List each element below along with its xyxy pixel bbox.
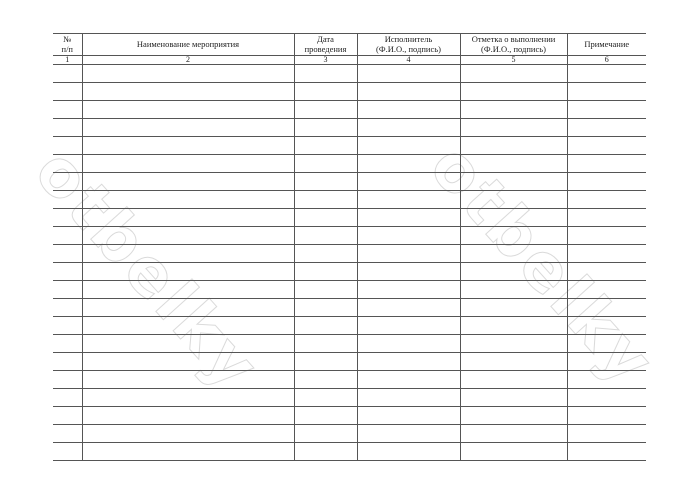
column-header-executor: Исполнитель (Ф.И.О., подпись) <box>357 34 460 56</box>
table-cell[interactable] <box>357 353 460 371</box>
column-number: 3 <box>294 56 357 65</box>
table-cell[interactable] <box>82 407 294 425</box>
table-row <box>53 101 646 119</box>
table-cell[interactable] <box>357 101 460 119</box>
column-header-number: № п/п <box>53 34 82 56</box>
table-cell[interactable] <box>53 119 82 137</box>
table-cell[interactable] <box>357 407 460 425</box>
table-row <box>53 317 646 335</box>
table-cell[interactable] <box>460 83 567 101</box>
table-cell[interactable] <box>357 209 460 227</box>
table-cell[interactable] <box>460 371 567 389</box>
table-cell[interactable] <box>82 389 294 407</box>
table-row <box>53 137 646 155</box>
table-cell[interactable] <box>53 299 82 317</box>
table-row <box>53 65 646 83</box>
table-cell[interactable] <box>294 119 357 137</box>
table-cell[interactable] <box>53 407 82 425</box>
table-cell[interactable] <box>460 155 567 173</box>
column-number: 4 <box>357 56 460 65</box>
column-number: 6 <box>567 56 646 65</box>
column-number: 1 <box>53 56 82 65</box>
table-cell[interactable] <box>460 137 567 155</box>
table-body <box>53 65 646 461</box>
table-cell[interactable] <box>82 245 294 263</box>
table-cell[interactable] <box>357 173 460 191</box>
table-cell[interactable] <box>460 335 567 353</box>
table-cell[interactable] <box>460 353 567 371</box>
column-header-note: Примечание <box>567 34 646 56</box>
table-row <box>53 407 646 425</box>
table-cell[interactable] <box>294 335 357 353</box>
column-header-completion-mark: Отметка о выполнении (Ф.И.О., подпись) <box>460 34 567 56</box>
table-cell[interactable] <box>53 83 82 101</box>
table-cell[interactable] <box>53 209 82 227</box>
table-cell[interactable] <box>82 155 294 173</box>
table-cell[interactable] <box>82 191 294 209</box>
column-header-date: Дата проведения <box>294 34 357 56</box>
table-cell[interactable] <box>294 155 357 173</box>
table-cell[interactable] <box>460 191 567 209</box>
table-cell[interactable] <box>53 65 82 83</box>
table-cell[interactable] <box>460 209 567 227</box>
table-row <box>53 371 646 389</box>
table-cell[interactable] <box>294 137 357 155</box>
table-row <box>53 263 646 281</box>
table-cell[interactable] <box>357 245 460 263</box>
table-cell[interactable] <box>357 371 460 389</box>
table-cell[interactable] <box>460 425 567 443</box>
table-cell[interactable] <box>53 227 82 245</box>
table-cell[interactable] <box>53 353 82 371</box>
table-row <box>53 191 646 209</box>
table-cell[interactable] <box>294 173 357 191</box>
table-cell[interactable] <box>357 443 460 461</box>
table-cell[interactable] <box>357 425 460 443</box>
table-cell[interactable] <box>460 101 567 119</box>
table-cell[interactable] <box>294 191 357 209</box>
table-cell[interactable] <box>82 137 294 155</box>
table-cell[interactable] <box>567 317 646 335</box>
table-cell[interactable] <box>567 263 646 281</box>
table-row <box>53 119 646 137</box>
column-number: 2 <box>82 56 294 65</box>
table-cell[interactable] <box>567 83 646 101</box>
table-row <box>53 299 646 317</box>
table-cell[interactable] <box>82 281 294 299</box>
table-cell[interactable] <box>357 299 460 317</box>
table-cell[interactable] <box>53 263 82 281</box>
table-cell[interactable] <box>357 227 460 245</box>
table-cell[interactable] <box>567 335 646 353</box>
table-cell[interactable] <box>357 65 460 83</box>
table-cell[interactable] <box>82 317 294 335</box>
table-cell[interactable] <box>294 425 357 443</box>
table-cell[interactable] <box>567 425 646 443</box>
table-cell[interactable] <box>357 281 460 299</box>
table-row <box>53 443 646 461</box>
column-number-row <box>53 56 646 65</box>
table-cell[interactable] <box>460 173 567 191</box>
events-journal-table <box>53 33 646 461</box>
table-cell[interactable] <box>460 407 567 425</box>
table-cell[interactable] <box>460 443 567 461</box>
table-row <box>53 353 646 371</box>
table-cell[interactable] <box>357 335 460 353</box>
table-row <box>53 173 646 191</box>
table-cell[interactable] <box>53 101 82 119</box>
table-cell[interactable] <box>82 227 294 245</box>
table-cell[interactable] <box>567 173 646 191</box>
table-cell[interactable] <box>357 155 460 173</box>
table-cell[interactable] <box>82 353 294 371</box>
table-cell[interactable] <box>294 371 357 389</box>
table-cell[interactable] <box>567 191 646 209</box>
table-cell[interactable] <box>53 371 82 389</box>
table-cell[interactable] <box>567 209 646 227</box>
table-cell[interactable] <box>53 335 82 353</box>
table-cell[interactable] <box>53 173 82 191</box>
table-cell[interactable] <box>294 245 357 263</box>
table-cell[interactable] <box>82 83 294 101</box>
header-row <box>53 34 646 56</box>
table-cell[interactable] <box>357 137 460 155</box>
table-cell[interactable] <box>460 299 567 317</box>
watermark: otbelky <box>20 135 275 406</box>
table-cell[interactable] <box>567 299 646 317</box>
table-cell[interactable] <box>460 227 567 245</box>
table-cell[interactable] <box>567 137 646 155</box>
table-cell[interactable] <box>294 227 357 245</box>
table-cell[interactable] <box>82 335 294 353</box>
table-row <box>53 227 646 245</box>
table-cell[interactable] <box>567 101 646 119</box>
table-row <box>53 281 646 299</box>
table-cell[interactable] <box>82 263 294 281</box>
column-header-event-name: Наименование мероприятия <box>82 34 294 56</box>
watermark: otbelky <box>415 130 670 401</box>
table-cell[interactable] <box>82 65 294 83</box>
table-cell[interactable] <box>53 317 82 335</box>
table-cell[interactable] <box>294 353 357 371</box>
table-row <box>53 335 646 353</box>
table-cell[interactable] <box>53 137 82 155</box>
table-cell[interactable] <box>53 191 82 209</box>
table-cell[interactable] <box>82 299 294 317</box>
table-row <box>53 83 646 101</box>
table-cell[interactable] <box>460 317 567 335</box>
table-cell[interactable] <box>357 119 460 137</box>
table-cell[interactable] <box>460 119 567 137</box>
table-cell[interactable] <box>294 443 357 461</box>
table-cell[interactable] <box>357 317 460 335</box>
table-cell[interactable] <box>53 443 82 461</box>
column-number: 5 <box>460 56 567 65</box>
table-row <box>53 245 646 263</box>
table-cell[interactable] <box>460 389 567 407</box>
table-cell[interactable] <box>294 263 357 281</box>
table-cell[interactable] <box>294 317 357 335</box>
table-cell[interactable] <box>567 245 646 263</box>
table-cell[interactable] <box>567 443 646 461</box>
table-cell[interactable] <box>294 65 357 83</box>
table-cell[interactable] <box>82 371 294 389</box>
table-cell[interactable] <box>294 281 357 299</box>
table-cell[interactable] <box>357 83 460 101</box>
table-cell[interactable] <box>53 281 82 299</box>
table-cell[interactable] <box>460 65 567 83</box>
table-row <box>53 209 646 227</box>
table-cell[interactable] <box>357 389 460 407</box>
table-cell[interactable] <box>460 245 567 263</box>
table-cell[interactable] <box>294 209 357 227</box>
table-cell[interactable] <box>357 263 460 281</box>
table-row <box>53 389 646 407</box>
table-cell[interactable] <box>294 389 357 407</box>
table-cell[interactable] <box>567 371 646 389</box>
table-cell[interactable] <box>82 101 294 119</box>
table-cell[interactable] <box>53 425 82 443</box>
table-row <box>53 155 646 173</box>
table-cell[interactable] <box>294 101 357 119</box>
table-cell[interactable] <box>567 353 646 371</box>
table-cell[interactable] <box>567 119 646 137</box>
table-cell[interactable] <box>567 389 646 407</box>
table-cell[interactable] <box>82 209 294 227</box>
table-cell[interactable] <box>567 281 646 299</box>
table-cell[interactable] <box>53 155 82 173</box>
table-cell[interactable] <box>357 191 460 209</box>
table-cell[interactable] <box>294 299 357 317</box>
table-cell[interactable] <box>567 155 646 173</box>
table-cell[interactable] <box>82 443 294 461</box>
table-cell[interactable] <box>53 245 82 263</box>
table-cell[interactable] <box>294 407 357 425</box>
table-cell[interactable] <box>53 389 82 407</box>
table-cell[interactable] <box>567 407 646 425</box>
table-cell[interactable] <box>460 263 567 281</box>
table-cell[interactable] <box>294 83 357 101</box>
table-cell[interactable] <box>82 119 294 137</box>
table-cell[interactable] <box>82 173 294 191</box>
table-row <box>53 425 646 443</box>
table-cell[interactable] <box>567 227 646 245</box>
table-cell[interactable] <box>82 425 294 443</box>
table-cell[interactable] <box>460 281 567 299</box>
table-cell[interactable] <box>567 65 646 83</box>
